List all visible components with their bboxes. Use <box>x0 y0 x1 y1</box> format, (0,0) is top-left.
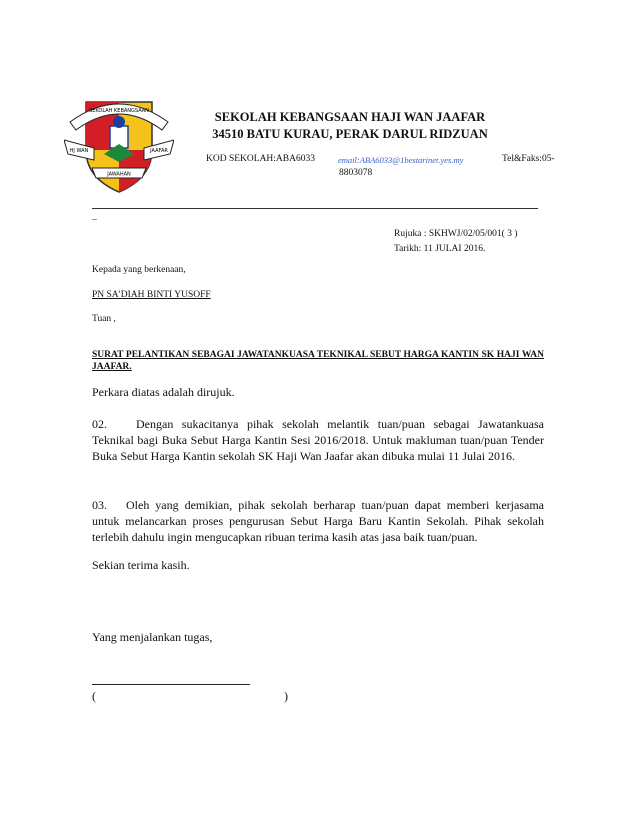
rule-tail: _ <box>92 212 97 222</box>
closing-line: Sekian terima kasih. <box>92 558 190 572</box>
school-telfax: Tel&Faks:05- <box>502 154 555 164</box>
paragraph-3 <box>92 497 544 545</box>
school-address: 34510 BATU KURAU, PERAK DARUL RIDZUAN <box>212 127 488 141</box>
letter-subject: SURAT PELANTIKAN SEBAGAI JAWATANKUASA TEKNIKAL SEBUT HARGA KANTIN SK HAJI WAN JAAFAR. <box>92 350 544 372</box>
paragraph-1: Perkara diatas adalah dirujuk. <box>92 385 235 399</box>
recipient-name: PN SA’DIAH BINTI YUSOFF <box>92 290 211 300</box>
sign-off: Yang menjalankan tugas, <box>92 630 213 644</box>
crest-bottom-text: JAWAHAN <box>107 171 131 178</box>
school-code: KOD SEKOLAH:ABA6033 <box>206 154 315 164</box>
school-crest-logo <box>64 92 174 196</box>
paragraph-2 <box>92 416 544 464</box>
signature-paren-open: ( <box>92 689 96 703</box>
kepada-line: Kepada yang berkenaan, <box>92 265 186 275</box>
paragraph-2-text: Dengan sukacitanya pihak sekolah melantik tuan/puan sebagai Jawatankuasa Teknikal bagi Buka Sebut Harga Kantin Sesi 2016/2018. Untuk makluman tuan/puan Tender Buka Sebut Harga Kantin sekolah SK Haji Wan Jaafar akan dibuka mulai 11 Julai 2016. <box>92 417 544 463</box>
paragraph-3-number: 03. <box>92 498 107 512</box>
signature-paren-close: ) <box>284 689 288 703</box>
crest-right-text: JAAFAR <box>150 148 168 154</box>
salutation: Tuan , <box>92 314 116 324</box>
paragraph-3-text: Oleh yang demikian, pihak sekolah berharap tuan/puan dapat memberi kerjasama untuk melancarkan proses pengurusan Sebut Harga Baru Kantin Sekolah. Pihak sekolah terlebih dahulu ingin mengucapkan ribuan terima kasih atas jasa baik tuan/puan. <box>92 498 544 544</box>
crest-top-text: SEKOLAH KEBANGSAAN <box>89 108 149 114</box>
school-email: email:ABA6033@1bestarinet.yes.my <box>338 155 464 165</box>
school-name: SEKOLAH KEBANGSAAN HAJI WAN JAAFAR <box>214 110 486 124</box>
header-separator <box>92 208 538 209</box>
reference-number: Rujuka : SKHWJ/02/05/001( 3 ) <box>394 229 518 239</box>
crest-left-text: HJ WAN <box>69 148 89 154</box>
school-telfax-number: 8803078 <box>339 168 373 178</box>
letter-date: Tarikh: 11 JULAI 2016. <box>394 244 486 254</box>
signature-line <box>92 684 250 685</box>
paragraph-2-number: 02. <box>92 417 107 431</box>
